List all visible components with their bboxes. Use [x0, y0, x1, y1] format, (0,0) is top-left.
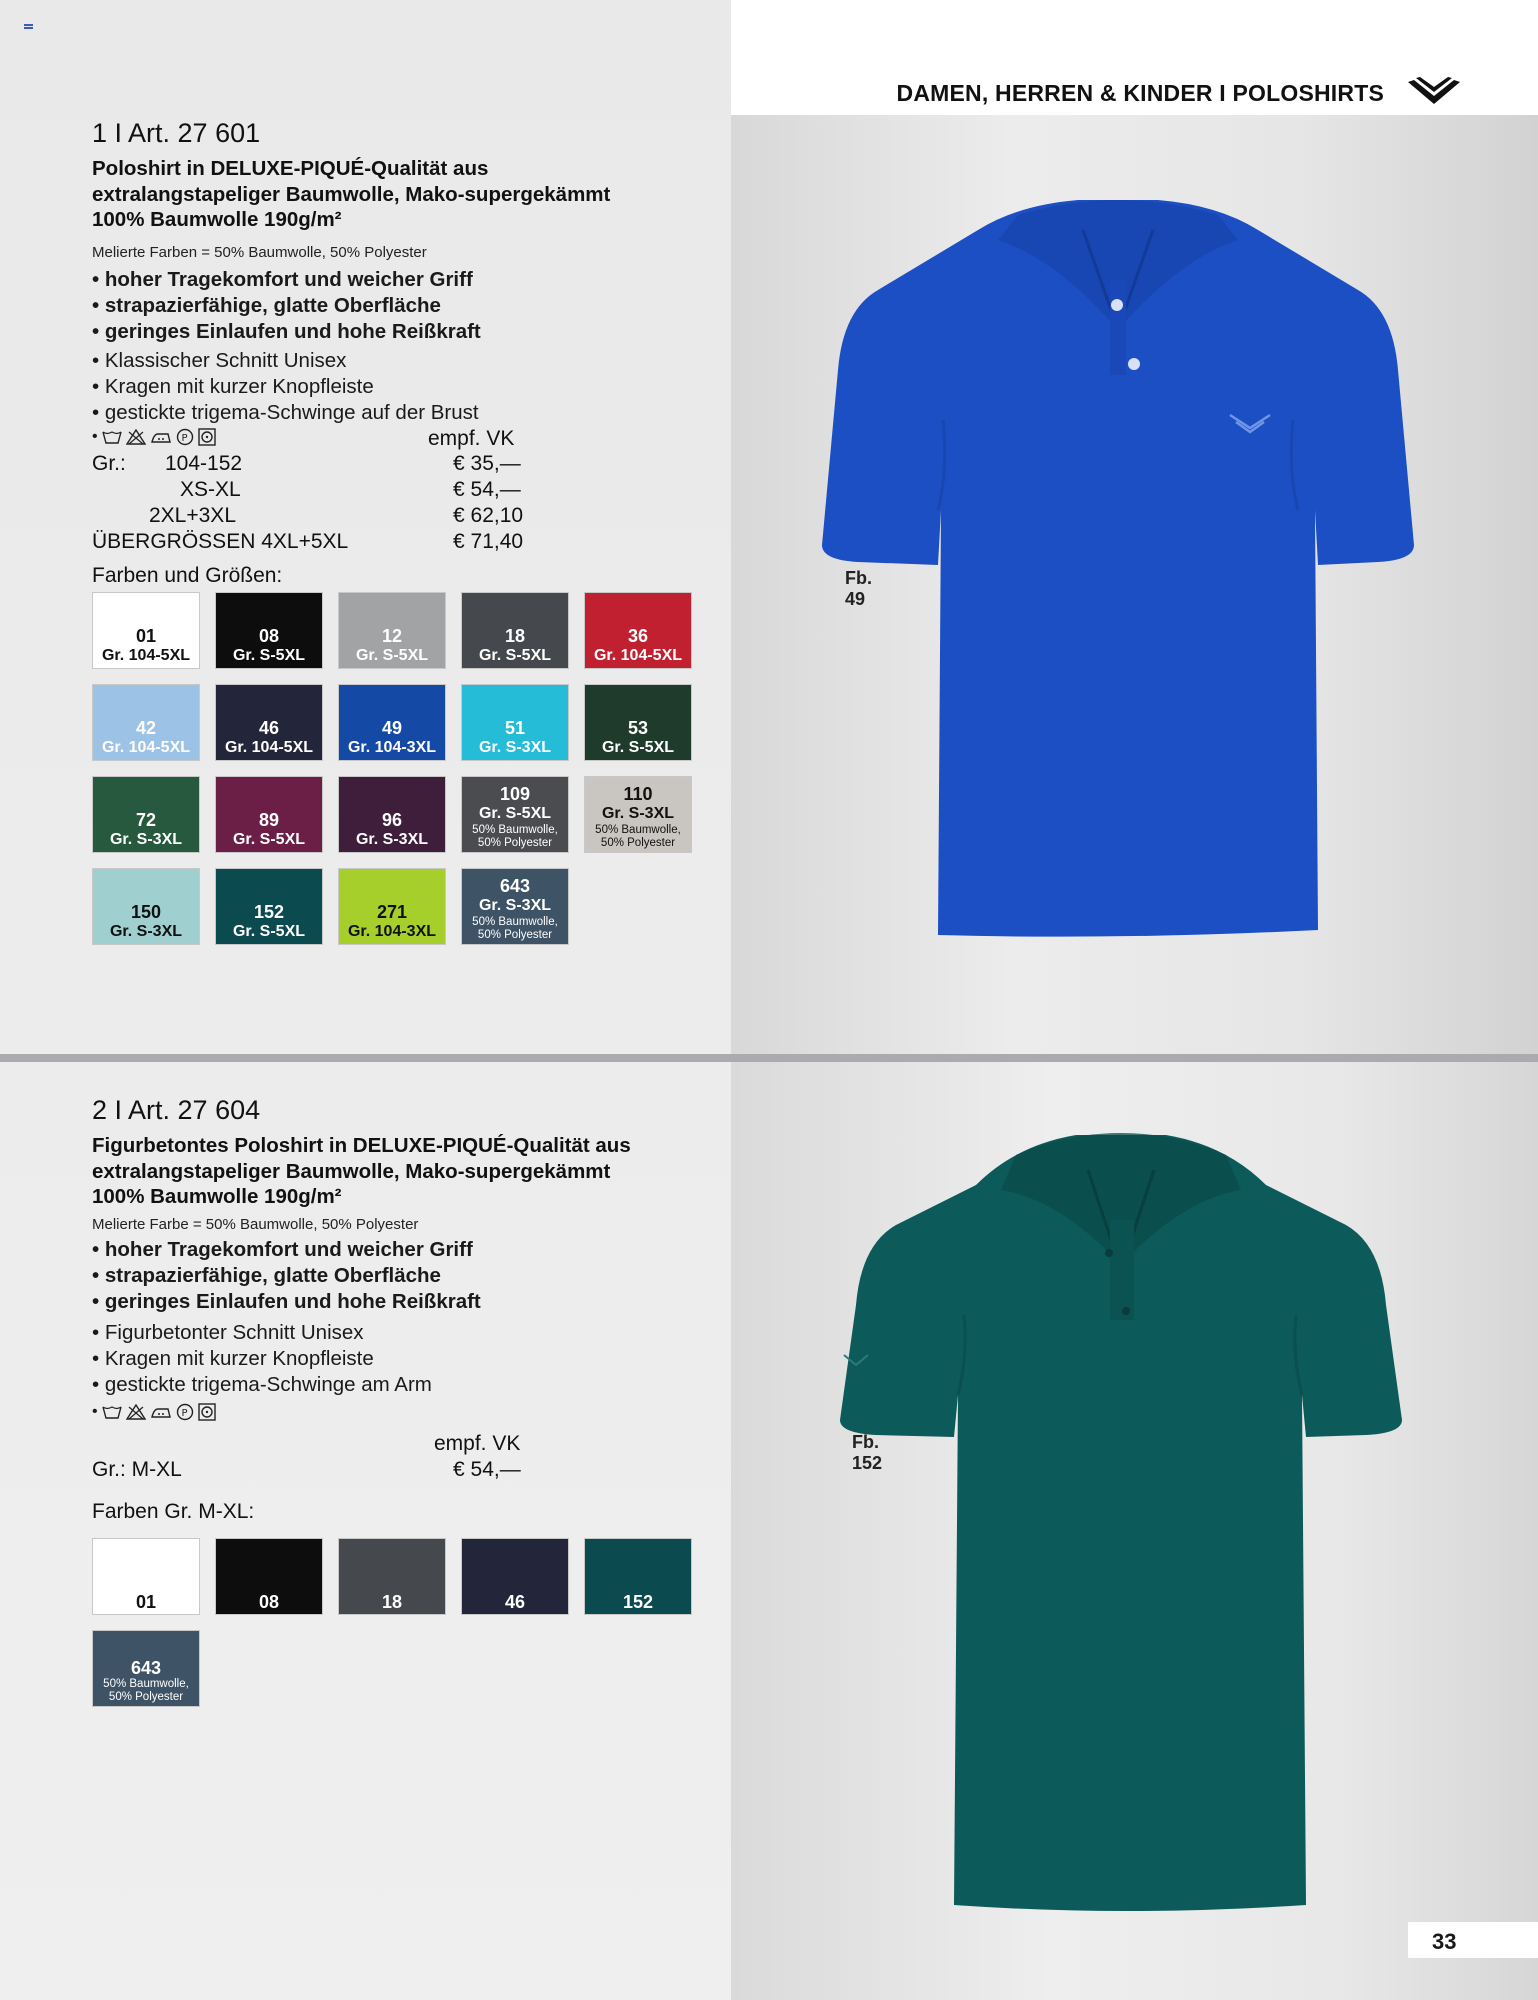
- iron-icon: [150, 429, 172, 445]
- photo-label-line: 49: [845, 589, 866, 609]
- tumble-dry-icon: [198, 428, 216, 446]
- swatch-size-range: Gr. S-5XL: [232, 831, 306, 848]
- color-swatch-109: [461, 776, 569, 853]
- swatch-material-note: 50% Polyester: [477, 837, 553, 849]
- swatch-material-note: 50% Baumwolle,: [103, 1678, 189, 1690]
- product-1-features-bold: [92, 267, 481, 345]
- swatch-color-number: 49: [381, 718, 403, 738]
- feature-item: • gestickte trigema-Schwinge auf der Brust: [92, 401, 479, 424]
- swatch-size-range: Gr. S-3XL: [109, 831, 183, 848]
- size-price: € 71,40: [453, 530, 524, 553]
- iron-icon: [150, 1404, 172, 1420]
- swatch-size-range: Gr. 104-3XL: [347, 739, 437, 756]
- swatch-material-note: 50% Polyester: [108, 1691, 184, 1703]
- swatch-color-number: 12: [381, 626, 403, 646]
- swatch-color-number: 89: [258, 810, 280, 830]
- swatch-size-range: Gr. S-5XL: [232, 647, 306, 664]
- color-swatch-51: [461, 684, 569, 761]
- swatch-size-range: Gr. S-3XL: [478, 897, 552, 914]
- product-1-description: [92, 156, 610, 233]
- color-swatch-18: [461, 592, 569, 669]
- swatch-size-range: Gr. 104-5XL: [224, 739, 314, 756]
- swatch-size-range: Gr. S-5XL: [355, 647, 429, 664]
- page-title: DAMEN, HERREN & KINDER I POLOSHIRTS: [896, 80, 1384, 106]
- swatch-size-range: Gr. S-5XL: [478, 647, 552, 664]
- desc-line: extralangstapeliger Baumwolle, Mako-supergekämmt: [92, 182, 611, 206]
- color-swatch-72: [92, 776, 200, 853]
- product-2-title: 2 I Art. 27 604: [92, 1095, 261, 1125]
- product-2-care-symbols: [92, 1403, 216, 1421]
- section-divider: [0, 1054, 1538, 1062]
- swatch-color-number: 18: [504, 626, 526, 646]
- swatch-material-note: 50% Polyester: [600, 837, 676, 849]
- swatch-color-number: 18: [381, 1592, 403, 1612]
- color-swatch-271: [338, 868, 446, 945]
- color-swatch-152: [215, 868, 323, 945]
- swatch-color-number: 51: [504, 718, 526, 738]
- color-swatch-152: [584, 1538, 692, 1615]
- photo-label-line: Fb.: [852, 1432, 879, 1452]
- product-2-colors-label: Farben Gr. M-XL:: [92, 1500, 255, 1523]
- swatch-size-range: Gr. S-3XL: [601, 805, 675, 822]
- swatch-material-note: 50% Baumwolle,: [595, 824, 681, 836]
- page-number-box: [1408, 1922, 1538, 1958]
- size-price: € 54,—: [453, 1458, 521, 1481]
- swatch-size-range: Gr. 104-5XL: [101, 739, 191, 756]
- page-number: 33: [1432, 1929, 1457, 1954]
- swatch-color-number: 08: [258, 1592, 280, 1612]
- swatch-size-range: Gr. S-5XL: [232, 923, 306, 940]
- color-swatch-46: [215, 684, 323, 761]
- product-2-note: Melierte Farbe = 50% Baumwolle, 50% Polyester: [92, 1216, 419, 1233]
- size-price: € 35,—: [453, 452, 521, 475]
- color-swatch-42: [92, 684, 200, 761]
- swatch-material-note: 50% Baumwolle,: [472, 916, 558, 928]
- color-swatch-49: [338, 684, 446, 761]
- feature-item: • Klassischer Schnitt Unisex: [92, 349, 347, 372]
- size-price: € 62,10: [453, 504, 524, 527]
- feature-item: • Figurbetonter Schnitt Unisex: [92, 1321, 364, 1344]
- swatch-size-range: Gr. S-3XL: [109, 923, 183, 940]
- color-swatch-01: [92, 592, 200, 669]
- color-swatch-643: [92, 1630, 200, 1707]
- color-swatch-46: [461, 1538, 569, 1615]
- feature-item: • geringes Einlaufen und hohe Reißkraft: [92, 320, 481, 343]
- product-1-care-symbols: [92, 428, 216, 446]
- product-1-note: Melierte Farben = 50% Baumwolle, 50% Polyester: [92, 244, 427, 261]
- swatch-size-range: Gr. S-3XL: [355, 831, 429, 848]
- swatch-color-number: 72: [135, 810, 157, 830]
- care-bullet: •: [92, 428, 98, 445]
- svg-text:P: P: [181, 1408, 188, 1419]
- swatch-color-number: 53: [627, 718, 649, 738]
- swatch-color-number: 109: [499, 784, 531, 804]
- color-swatch-01: [92, 1538, 200, 1615]
- color-swatch-110: [584, 776, 692, 853]
- feature-item: • strapazierfähige, glatte Oberfläche: [92, 1264, 441, 1287]
- swatch-material-note: 50% Baumwolle,: [472, 824, 558, 836]
- tumble-dry-icon: [198, 1403, 216, 1421]
- size-range: 104-152: [165, 452, 243, 475]
- feature-item: • hoher Tragekomfort und weicher Griff: [92, 1238, 473, 1261]
- product-1-colors-label: Farben und Größen:: [92, 564, 283, 587]
- svg-text:P: P: [181, 433, 188, 444]
- swatch-size-range: Gr. S-3XL: [478, 739, 552, 756]
- desc-line: extralangstapeliger Baumwolle, Mako-supergekämmt: [92, 1159, 611, 1183]
- desc-line: Poloshirt in DELUXE-PIQUÉ-Qualität aus: [92, 157, 489, 180]
- color-swatch-53: [584, 684, 692, 761]
- desc-line: 100% Baumwolle 190g/m²: [92, 1185, 342, 1208]
- swatch-color-number: 150: [130, 902, 162, 922]
- swatch-size-range: Gr. 104-5XL: [593, 647, 683, 664]
- photo-label-line: 152: [852, 1453, 883, 1473]
- swatch-color-number: 08: [258, 626, 280, 646]
- product-1-sizes-label: Gr.:: [92, 452, 126, 475]
- product-1-features: [92, 348, 479, 426]
- desc-line: 100% Baumwolle 190g/m²: [92, 208, 342, 231]
- feature-item: • Kragen mit kurzer Knopfleiste: [92, 1347, 374, 1370]
- swatch-color-number: 271: [376, 902, 408, 922]
- color-swatch-150: [92, 868, 200, 945]
- trigema-wing-logo-icon: [1406, 74, 1462, 108]
- product-2-polo-shirt-image: [826, 1115, 1416, 1915]
- swatch-color-number: 42: [135, 718, 157, 738]
- color-swatch-18: [338, 1538, 446, 1615]
- swatch-color-number: 36: [627, 626, 649, 646]
- color-swatch-36: [584, 592, 692, 669]
- swatch-size-range: Gr. 104-3XL: [347, 923, 437, 940]
- size-range: 2XL+3XL: [149, 504, 236, 527]
- product-2-price-header: empf. VK: [434, 1432, 521, 1455]
- swatch-color-number: 46: [258, 718, 280, 738]
- swatch-size-range: Gr. 104-5XL: [101, 647, 191, 664]
- wash-icon: [102, 1404, 122, 1420]
- swatch-color-number: 110: [623, 784, 653, 804]
- dry-clean-p-icon: [176, 1403, 194, 1421]
- product-2-features-bold: [92, 1237, 481, 1315]
- swatch-color-number: 152: [253, 902, 285, 922]
- color-swatch-08: [215, 1538, 323, 1615]
- wash-icon: [102, 429, 122, 445]
- color-swatch-643: [461, 868, 569, 945]
- feature-item: • strapazierfähige, glatte Oberfläche: [92, 294, 441, 317]
- product-2-description: [92, 1133, 631, 1210]
- no-bleach-icon: [126, 1404, 146, 1420]
- swatch-size-range: Gr. S-5XL: [478, 805, 552, 822]
- feature-item: • geringes Einlaufen und hohe Reißkraft: [92, 1290, 481, 1313]
- color-swatch-12: [338, 592, 446, 669]
- dry-clean-p-icon: [176, 428, 194, 446]
- swatch-color-number: 643: [130, 1658, 162, 1678]
- swatch-color-number: 152: [622, 1592, 654, 1612]
- care-bullet: •: [92, 1403, 98, 1420]
- photo-label-line: Fb.: [845, 568, 872, 588]
- product-1-title: 1 I Art. 27 601: [92, 118, 261, 148]
- product-2-features: [92, 1320, 432, 1398]
- size-range: XS-XL: [180, 478, 241, 501]
- product-1-polo-shirt-image: [818, 170, 1418, 970]
- color-swatch-08: [215, 592, 323, 669]
- feature-item: • hoher Tragekomfort und weicher Griff: [92, 268, 473, 291]
- swatch-color-number: 46: [504, 1592, 526, 1612]
- swatch-material-note: 50% Polyester: [477, 929, 553, 941]
- swatch-color-number: 01: [135, 1592, 157, 1612]
- desc-line: Figurbetontes Poloshirt in DELUXE-PIQUÉ-Qualität aus: [92, 1134, 631, 1157]
- swatch-color-number: 96: [381, 810, 403, 830]
- product-2-sizes-label: Gr.: M-XL: [92, 1458, 182, 1481]
- swatch-color-number: 643: [499, 876, 531, 896]
- no-bleach-icon: [126, 429, 146, 445]
- product-1-price-header: empf. VK: [428, 427, 515, 450]
- swatch-size-range: Gr. S-5XL: [601, 739, 675, 756]
- color-swatch-89: [215, 776, 323, 853]
- color-swatch-96: [338, 776, 446, 853]
- size-range: ÜBERGRÖSSEN 4XL+5XL: [92, 530, 349, 553]
- flag-icon: [24, 24, 33, 32]
- swatch-color-number: 01: [135, 626, 157, 646]
- feature-item: • Kragen mit kurzer Knopfleiste: [92, 375, 374, 398]
- size-price: € 54,—: [453, 478, 521, 501]
- feature-item: • gestickte trigema-Schwinge am Arm: [92, 1373, 432, 1396]
